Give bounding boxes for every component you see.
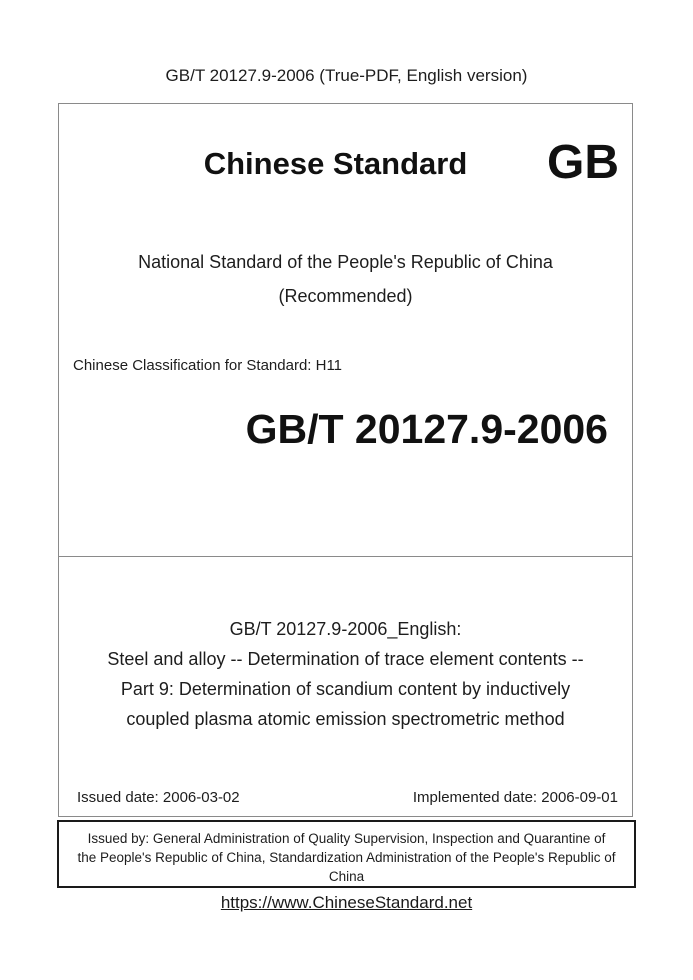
summary-line-title: GB/T 20127.9-2006_English: — [229, 619, 462, 639]
dates-row — [77, 789, 618, 807]
summary-line-1: Steel and alloy -- Determination of trace element contents -- — [107, 649, 584, 669]
brand-title: Chinese Standard — [203, 146, 468, 181]
recommended-note: (Recommended) — [278, 286, 413, 306]
standard-number: GB/T 20127.9-2006 — [245, 406, 608, 452]
gb-logo: GB — [547, 136, 619, 189]
issuer-line-3: China — [328, 869, 365, 884]
issuer-line-2: the People's Republic of China, Standardization Administration of the People's Republic of — [77, 850, 616, 865]
summary-line-2: Part 9: Determination of scandium content by inductively — [120, 679, 571, 699]
footer-link[interactable]: https://www.ChineseStandard.net — [220, 893, 473, 912]
summary-box — [58, 556, 633, 817]
issuer-line-1: Issued by: General Administration of Quality Supervision, Inspection and Quarantine of — [87, 831, 606, 846]
issuer-box — [57, 820, 636, 888]
national-standard-subtitle: National Standard of the People's Republic of China — [138, 252, 553, 272]
page-header-title: GB/T 20127.9-2006 (True-PDF, English version) — [165, 66, 528, 85]
cover-main-box — [58, 103, 633, 557]
subtitle-block — [59, 245, 632, 313]
implemented-date: Implemented date: 2006-09-01 — [412, 789, 618, 806]
issued-date: Issued date: 2006-03-02 — [77, 789, 240, 806]
classification-label: Chinese Classification for Standard: H11 — [73, 357, 343, 374]
english-summary — [59, 614, 632, 734]
summary-line-3: coupled plasma atomic emission spectrometric method — [126, 709, 565, 729]
